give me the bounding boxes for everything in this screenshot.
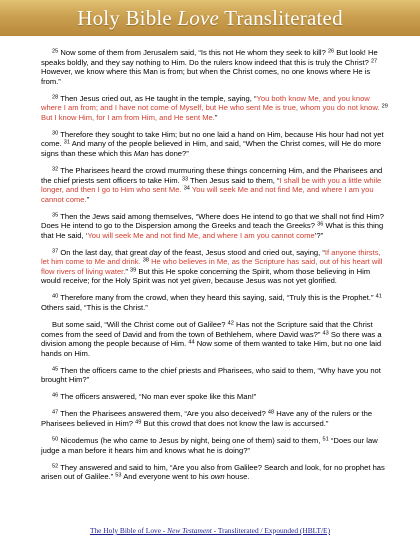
verse-text: And many of the people believed in Him, and said, “When the Christ comes, will He do more signs than these which this xyxy=(41,139,382,158)
verse-text: On the last day, that great xyxy=(60,247,150,257)
verse-number: 50 xyxy=(52,436,59,443)
verse-number: 46 xyxy=(52,392,59,399)
red-letter-text: He who believes in Me, as the Scripture has said, out of his heart will flow rivers of living water. xyxy=(41,257,383,276)
verse-text: Now some of them wanted to take Him, but no one laid hands on Him. xyxy=(41,339,382,358)
verse-number: 40 xyxy=(52,293,59,300)
paragraph xyxy=(41,436,389,455)
verse-text: of the feast, Jesus stood and cried out, saying, “ xyxy=(161,247,325,257)
verse-text: What is this thing that He said, ‘ xyxy=(41,221,384,240)
verse-text: They answered and said to him, “Are you also from Galilee? Search and look, for no prophet has arisen out of Galilee.” xyxy=(41,462,385,482)
verse-text: ” xyxy=(86,194,90,204)
verse-number: 30 xyxy=(52,130,59,137)
footer-post: - Transliterated / Expounded (HBLT/E) xyxy=(211,526,331,535)
verse-number: 25 xyxy=(52,48,59,55)
verse-number: 42 xyxy=(227,320,234,327)
verse-text: However, we know where this Man is from; but when the Christ comes, no one knows where He is from.” xyxy=(41,67,371,86)
verse-text: So there was a division among the people because of Him. xyxy=(41,329,382,349)
banner-title-pre: Holy Bible xyxy=(77,5,178,30)
red-letter-text: You will seek Me and not find Me, and where I am you cannot come xyxy=(87,230,315,240)
paragraph xyxy=(41,463,389,482)
red-letter-text: But I know Him, for I am from Him, and He sent Me. xyxy=(41,112,215,122)
verse-text: But some said, “Will the Christ come out of Galilee? xyxy=(52,320,228,330)
banner-title-post: Transliterated xyxy=(219,5,343,30)
verse-number: 28 xyxy=(52,94,59,101)
verse-text: , because Jesus was not yet glorified. xyxy=(210,276,337,286)
paragraph xyxy=(41,166,389,204)
verse-text: But this crowd that does not know the law is accursed.” xyxy=(143,418,329,428)
verse-number: 26 xyxy=(327,48,335,55)
verse-number: 51 xyxy=(322,436,329,443)
verse-text: Others said, “This is the Christ.” xyxy=(41,303,148,313)
verse-text: Therefore they sought to take Him; but no one laid a hand on Him, because His hour had not yet come. xyxy=(41,129,384,149)
verse-text: Man xyxy=(133,148,149,158)
verse-text: Then Jesus cried out, as He taught in the temple, saying, “ xyxy=(60,93,257,103)
verse-text: Then Jesus said to them, “ xyxy=(190,175,280,185)
footer-title[interactable] xyxy=(90,526,330,535)
footer-em: New Testament xyxy=(167,526,212,535)
verse-number: 49 xyxy=(135,419,142,426)
verse-text: But this He spoke concerning the Spirit, whom those believing in Him would receive; for the Holy Spirit was not yet xyxy=(41,266,371,286)
verse-number: 37 xyxy=(52,248,59,255)
paragraph xyxy=(41,392,389,402)
verse-number: 43 xyxy=(322,330,329,337)
paragraph xyxy=(41,94,389,123)
verse-number: 27 xyxy=(370,58,378,65)
verse-text: And everyone went to his xyxy=(123,472,211,482)
verse-text: Then the Pharisees answered them, “Are you also deceived? xyxy=(60,409,268,419)
verse-text: “Does our law judge a man before it hears him and knows what he is doing?” xyxy=(41,436,378,455)
paragraph xyxy=(41,293,389,312)
verse-text: ” xyxy=(214,112,218,122)
red-letter-text: If anyone thirsts, let him come to Me and drink. xyxy=(41,247,381,267)
page-footer xyxy=(0,526,420,535)
verse-text: The Pharisees heard the crowd murmuring these things concerning Him, and the Pharisees and the chief priests sent officers to take Him. xyxy=(41,165,383,185)
verse-number: 41 xyxy=(375,293,382,300)
verse-number: 53 xyxy=(115,472,122,479)
verse-text: own xyxy=(210,472,225,482)
verse-number: 44 xyxy=(188,339,195,346)
banner-title-love: Love xyxy=(177,5,220,30)
page-banner xyxy=(0,0,420,36)
verse-number: 36 xyxy=(317,221,324,228)
paragraph xyxy=(41,48,389,86)
red-letter-text: I shall be with you a little while longer, and then I go to Him who sent Me. xyxy=(41,175,382,195)
paragraph xyxy=(41,320,389,358)
verse-number: 32 xyxy=(52,166,59,173)
paragraph xyxy=(41,409,389,428)
banner-title xyxy=(77,6,343,31)
paragraph xyxy=(41,366,389,385)
verse-number: 39 xyxy=(130,267,137,274)
red-letter-text: You both know Me, and you know where I am from; and I have not come of Myself, but He who sent Me is true, whom you do not know. xyxy=(41,93,382,113)
verse-text: Has not the Scripture said that the Christ comes from the seed of David and from the town of Bethlehem, where David was?” xyxy=(41,320,373,339)
verse-number: 35 xyxy=(52,212,59,219)
verse-text: Therefore many from the crowd, when they heard this saying, said, “Truly this is the Prophet.” xyxy=(60,293,376,303)
verse-number: 38 xyxy=(142,257,149,264)
verse-number: 48 xyxy=(267,409,275,416)
verse-text: has done?” xyxy=(148,148,189,158)
scripture-text xyxy=(41,48,389,489)
verse-number: 34 xyxy=(183,185,190,192)
verse-text: Then the officers came to the chief priests and Pharisees, who said to them, “Why have you not brought Him?” xyxy=(41,365,381,385)
verse-number: 45 xyxy=(52,366,59,373)
verse-text: The officers answered, “No man ever spoke like this Man!” xyxy=(60,392,257,402)
verse-text: house. xyxy=(224,472,250,482)
verse-text: given xyxy=(192,276,211,286)
paragraph xyxy=(41,212,389,241)
verse-text: But look! He speaks boldly, and they say nothing to Him. Do the rulers know indeed that this is truly the Christ? xyxy=(41,48,378,67)
verse-text: Then the Jews said among themselves, “Where does He intend to go that we shall not find Him? Does He intend to go to the Dispersion among the Greeks and teach the Greeks? xyxy=(41,211,384,231)
verse-text: Now some of them from Jerusalem said, “Is this not He whom they seek to kill? xyxy=(60,48,328,57)
verse-text: Have any of the rulers or the Pharisees believed in Him? xyxy=(41,409,373,428)
verse-text: ’?” xyxy=(314,230,324,240)
verse-text: Nicodemus (he who came to Jesus by night, being one of them) said to them, xyxy=(60,436,323,445)
verse-text: day xyxy=(149,247,162,257)
verse-number: 29 xyxy=(381,103,388,110)
verse-number: 33 xyxy=(181,176,189,183)
verse-number: 52 xyxy=(52,463,59,470)
verse-number: 47 xyxy=(52,409,59,416)
paragraph xyxy=(41,130,389,159)
paragraph xyxy=(41,248,389,286)
red-letter-text: You will seek Me and not find Me, and where I am you cannot come. xyxy=(41,185,374,204)
verse-text: ” xyxy=(125,266,131,276)
verse-number: 31 xyxy=(63,139,71,146)
footer-pre: The Holy Bible of Love - xyxy=(89,526,168,535)
